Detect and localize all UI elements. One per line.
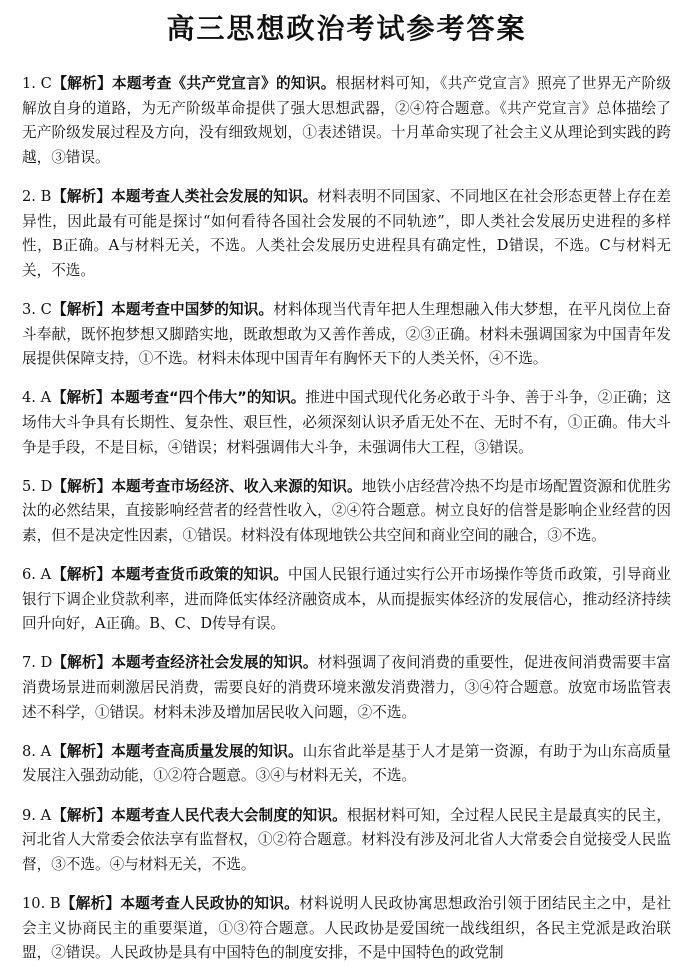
question-number-answer: 5. D xyxy=(22,477,53,495)
explanation-text: 材料体现当代青年把人生理想融入伟大梦想，在平凡岗位上奋斗奉献，既怀抱梦想又脚踏实地，既敢想敢为又善作善成，②③正确。材料未强调国家为中国青年发展提供保障支持，①不选。材料未体现中国青年有胸怀天下的人类关怀，④不选。 xyxy=(22,300,671,368)
explanation-text: 中国人民银行通过实行公开市场操作等货币政策，引导商业银行下调企业贷款利率，进而降低实体经济融资成本，从而提振实体经济的发展信心，推动经济持续回升向好，A正确。B、C、D传导有误。 xyxy=(22,566,671,633)
topic-lead: 本题考查人民代表大会制度的知识。 xyxy=(111,806,347,824)
explanation-text: 根据材料可知，《共产党宣言》照亮了世界无产阶级解放自身的道路，为无产阶级革命提供了强大思想武器，②④符合题意。《共产党宣言》总体描绘了无产阶级发展过程及方向，没有细致规划，①表述错误。十月革命实现了社会主义从理论到实践的跨越，③错误。 xyxy=(22,75,671,166)
answer-item xyxy=(22,804,671,878)
explanation-text: 山东省此举是基于人才是第一资源，有助于为山东高质量发展注入强劲动能，①②符合题意。③④与材料无关，不选。 xyxy=(22,742,671,785)
topic-lead: 本题考查人类社会发展的知识。 xyxy=(111,187,318,205)
question-number-answer: 4. A xyxy=(22,389,52,407)
topic-lead: 本题考查“四个伟大”的知识。 xyxy=(110,389,306,407)
analysis-tag: 【解析】 xyxy=(52,75,112,92)
topic-lead: 本题考查中国梦的知识。 xyxy=(111,300,274,318)
page-title: 高三思想政治考试参考答案 xyxy=(166,12,527,45)
question-number-answer: 7. D xyxy=(22,654,53,672)
topic-lead: 本题考查经济社会发展的知识。 xyxy=(111,654,318,672)
question-number-answer: 9. A xyxy=(22,806,52,824)
explanation-text: 材料强调了夜间消费的重要性，促进夜间消费需要丰富消费场景进而刺激居民消费，需要良好的消费环境来激发消费潜力，③④符合题意。放宽市场监管表述不科学，①错误。材料未涉及增加居民收入问题，②不选。 xyxy=(22,654,671,721)
explanation-text: 材料说明人民政协寓思想政治引领于团结民主之中，是社会主义协商民主的重要渠道，①③符合题意。人民政协是爱国统一战线组织，各民主党派是政治联盟，②错误。人民政协是具有中国特色的制度安排，不是中国特色的政党制 xyxy=(22,894,671,962)
answer-item xyxy=(22,72,671,170)
explanation-text: 根据材料可知，全过程人民民主是最真实的民主，河北省人大常委会依法享有监督权，①②符合题意。材料没有涉及河北省人大常委会自觉接受人民监督，③不选。④与材料无关，不选。 xyxy=(22,806,671,873)
analysis-tag: 【解析】 xyxy=(52,566,112,584)
question-number-answer: 10. B xyxy=(22,894,61,912)
answer-item xyxy=(22,563,671,637)
answer-item xyxy=(22,475,671,549)
topic-lead: 本题考查人民政协的知识。 xyxy=(120,894,300,912)
topic-lead: 本题考查高质量发展的知识。 xyxy=(111,742,303,760)
answer-item xyxy=(22,740,671,789)
answer-item xyxy=(22,298,671,372)
answer-list xyxy=(22,72,671,966)
question-number-answer: 6. A xyxy=(22,566,52,584)
analysis-tag: 【解析】 xyxy=(52,389,111,407)
answer-item xyxy=(22,185,671,283)
explanation-text: 材料表明不同国家、不同地区在社会形态更替上存在差异性，因此最有可能是探讨“如何看待各国社会发展的不同轨迹”，即人类社会发展历史进程的多样性，B正确。A与材料无关，不选。人类社会发展历史进程具有确定性，D错误，不选。C与材料无关，不选。 xyxy=(22,187,671,279)
analysis-tag: 【解析】 xyxy=(60,894,121,912)
analysis-tag: 【解析】 xyxy=(52,187,112,205)
question-number-answer: 3. C xyxy=(22,300,52,318)
topic-lead: 本题考查货币政策的知识。 xyxy=(111,566,288,584)
explanation-text: 推进中国式现代化务必敢于斗争、善于斗争，②正确；这场伟大斗争具有长期性、复杂性、艰巨性，必须深刻认识矛盾无处不在、无时不有，①正确。伟大斗争是手段，不是目标，④错误；材料强调伟大斗争，未强调伟大工程，③错误。 xyxy=(22,389,671,456)
question-number-answer: 2. B xyxy=(22,187,52,205)
analysis-tag: 【解析】 xyxy=(52,300,112,318)
answer-item xyxy=(22,386,671,460)
analysis-tag: 【解析】 xyxy=(52,477,112,495)
answer-item xyxy=(22,651,671,725)
explanation-text: 地铁小店经营冷热不均是市场配置资源和优胜劣汰的必然结果，直接影响经营者的经营性收入，②④符合题意。树立良好的信誉是影响企业经营的因素，但不是决定性因素，①错误。材料没有体现地铁公共空间和商业空间的融合，③不选。 xyxy=(22,477,671,544)
topic-lead: 本题考查市场经济、收入来源的知识。 xyxy=(111,477,362,495)
question-number-answer: 8. A xyxy=(22,742,52,760)
answer-item xyxy=(22,892,671,966)
analysis-tag: 【解析】 xyxy=(52,742,112,760)
question-number-answer: 1. C xyxy=(22,75,52,92)
topic-lead: 本题考查《共产党宣言》的知识。 xyxy=(111,75,336,92)
analysis-tag: 【解析】 xyxy=(52,654,112,672)
analysis-tag: 【解析】 xyxy=(52,806,112,824)
